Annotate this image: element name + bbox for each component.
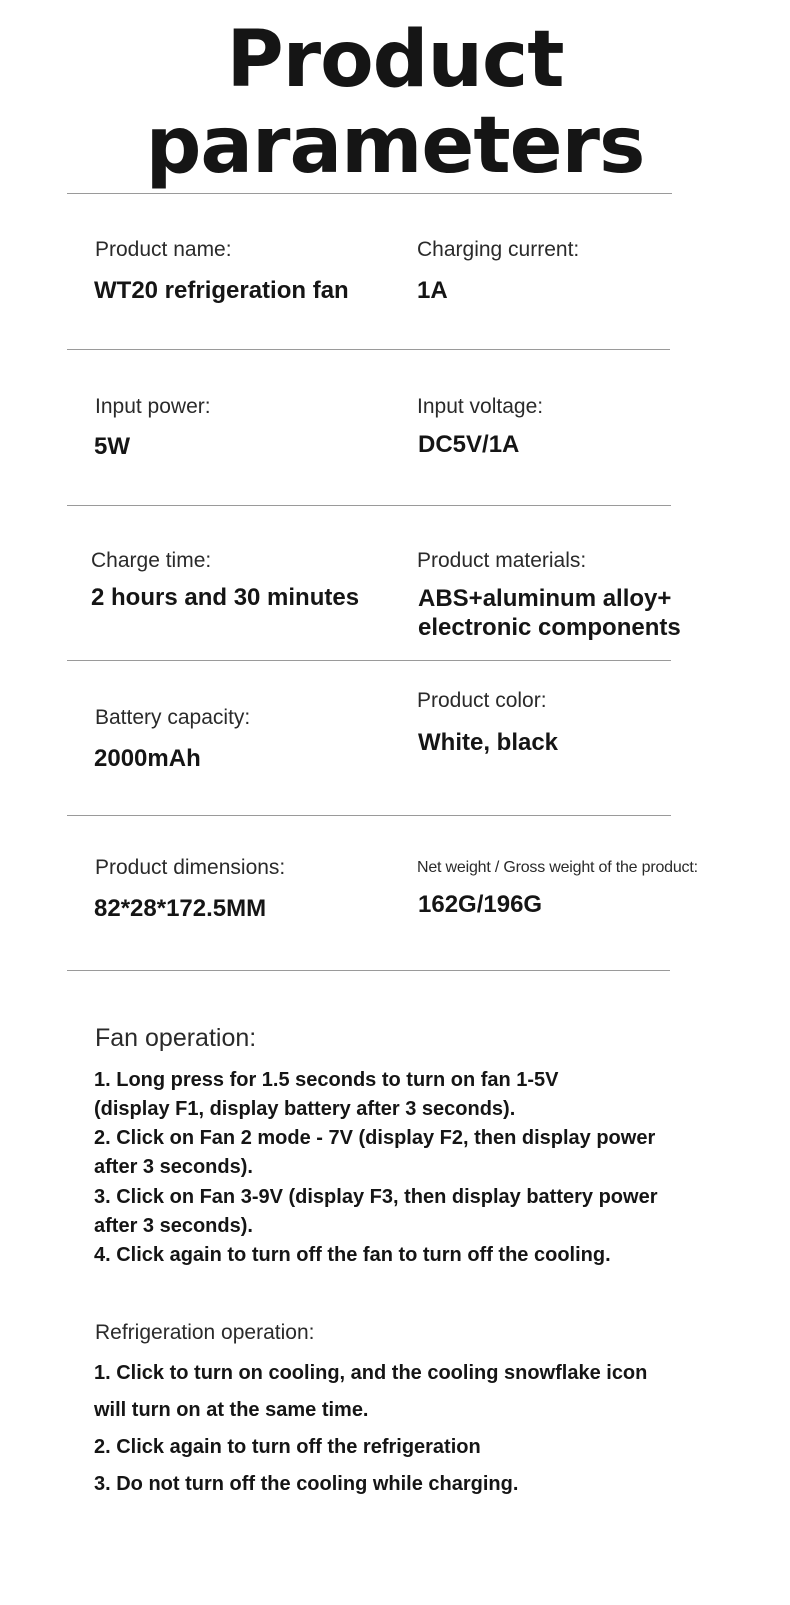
refrigeration-operation-line: 1. Click to turn on cooling, and the cooling snowflake icon <box>94 1362 648 1384</box>
fan-operation-line: after 3 seconds). <box>94 1215 253 1237</box>
product-name-label: Product name: <box>95 238 232 261</box>
battery-capacity-label: Battery capacity: <box>95 706 251 729</box>
input-voltage-value: DC5V/1A <box>418 431 520 458</box>
product-materials-value-line2: electronic components <box>418 614 681 641</box>
weight-value: 162G/196G <box>418 891 543 918</box>
battery-capacity-value: 2000mAh <box>94 745 201 772</box>
charging-current-label: Charging current: <box>417 238 580 261</box>
input-power-value: 5W <box>94 433 130 460</box>
divider <box>67 193 672 194</box>
divider <box>67 970 670 971</box>
divider <box>67 505 671 506</box>
fan-operation-line: 4. Click again to turn off the fan to turn off the cooling. <box>94 1244 611 1266</box>
charging-current-value: 1A <box>417 277 448 304</box>
product-color-label: Product color: <box>417 689 547 712</box>
product-color-value: White, black <box>418 729 559 756</box>
divider <box>67 349 670 350</box>
page-title: Product parameters <box>145 15 645 191</box>
refrigeration-operation-line: will turn on at the same time. <box>94 1399 369 1421</box>
weight-label: Net weight / Gross weight of the product: <box>417 859 698 876</box>
charge-time-label: Charge time: <box>91 549 212 572</box>
fan-operation-line: (display F1, display battery after 3 seconds). <box>94 1098 516 1120</box>
divider <box>67 660 671 661</box>
product-dimensions-label: Product dimensions: <box>95 856 286 879</box>
product-name-value: WT20 refrigeration fan <box>94 277 349 304</box>
refrigeration-operation-line: 3. Do not turn off the cooling while charging. <box>94 1473 519 1495</box>
fan-operation-line: 2. Click on Fan 2 mode - 7V (display F2, then display power <box>94 1127 656 1149</box>
fan-operation-heading: Fan operation: <box>95 1024 257 1052</box>
refrigeration-operation-line: 2. Click again to turn off the refrigeration <box>94 1436 481 1458</box>
refrigeration-operation-heading: Refrigeration operation: <box>95 1321 315 1344</box>
product-materials-label: Product materials: <box>417 549 587 572</box>
fan-operation-line: 1. Long press for 1.5 seconds to turn on fan 1-5V <box>94 1069 559 1091</box>
fan-operation-line: 3. Click on Fan 3-9V (display F3, then display battery power <box>94 1186 658 1208</box>
input-voltage-label: Input voltage: <box>417 395 544 418</box>
product-dimensions-value: 82*28*172.5MM <box>94 895 267 922</box>
fan-operation-line: after 3 seconds). <box>94 1156 253 1178</box>
input-power-label: Input power: <box>95 395 211 418</box>
product-materials-value-line1: ABS+aluminum alloy+ <box>418 585 672 612</box>
divider <box>67 815 671 816</box>
charge-time-value: 2 hours and 30 minutes <box>91 584 360 611</box>
